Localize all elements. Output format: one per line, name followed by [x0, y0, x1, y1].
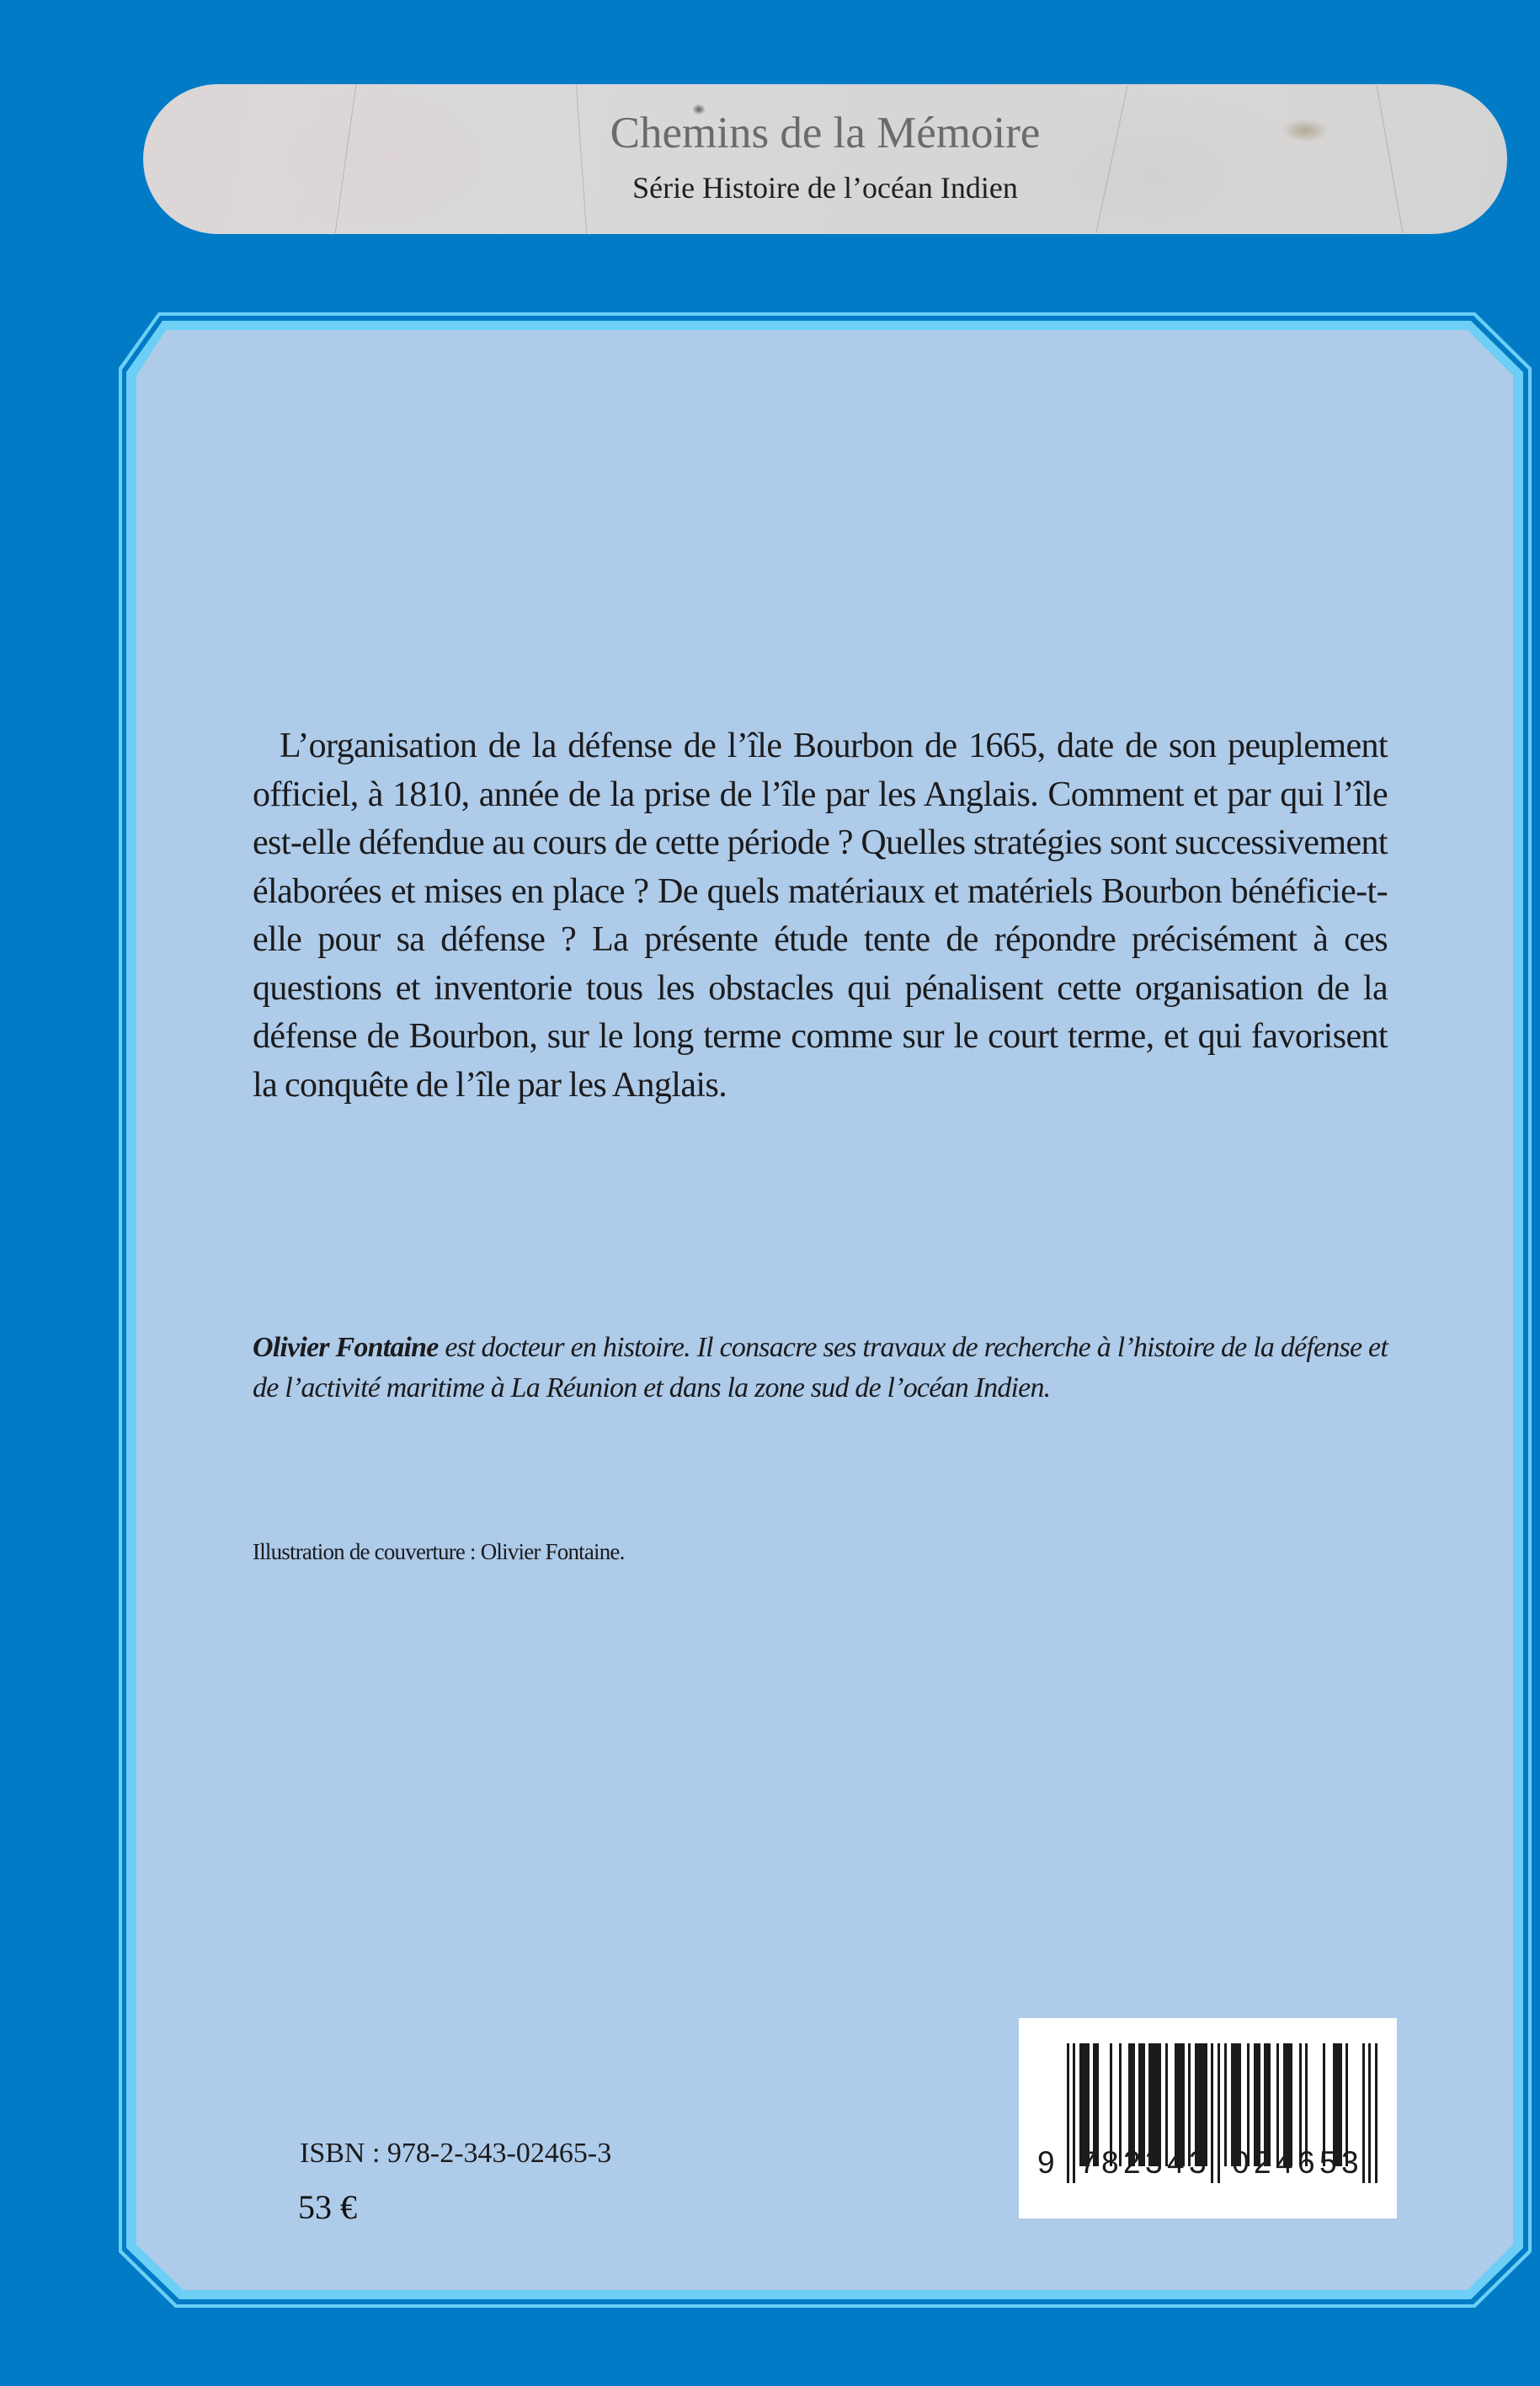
marble-vein: [335, 85, 357, 233]
barcode-digit: 4: [1167, 2145, 1185, 2180]
barcode-digit: 7: [1079, 2145, 1097, 2180]
marble-vein: [1377, 85, 1404, 232]
barcode-digit: 6: [1298, 2145, 1315, 2180]
book-summary: L’organisation de la défense de l’île Bourbon de 1665, date de son peuplement officiel, à 1810, année de la prise de l’île par les Anglais. Comment et par qui l’île est-elle défendue au cours de cette période ? Quelles stratégies sont successivement élaborées et mises en place ? De quels matériaux et matériels Bourbon bénéficie-t-elle pour sa défense ? La présente étude tente de répondre précisément à ces questions et inventorie tous les obstacles qui pénalisent cette organisation de la défense de Bourbon, sur le long terme comme sur le court terme, et qui favorisent la conquête de l’île par les Anglais.: [253, 727, 1388, 1105]
series-banner: [143, 84, 1507, 234]
barcode-digit: 0: [1232, 2145, 1250, 2180]
barcode-digit: 3: [1189, 2145, 1207, 2180]
barcode-digit: 3: [1145, 2145, 1163, 2180]
isbn-label: ISBN : 978-2-343-02465-3: [300, 2138, 612, 2169]
author-bio: [253, 1328, 1388, 1409]
barcode: [1019, 2018, 1397, 2218]
series-subtitle: Série Histoire de l’océan Indien: [632, 171, 1018, 205]
author-bio-text: est docteur en histoire. Il consacre ses travaux de recherche à l’histoire de la défense et de l’activité maritime à La Réunion et dans la zone sud de l’océan Indien.: [253, 1332, 1388, 1403]
author-name: Olivier Fontaine: [253, 1332, 439, 1363]
cover-illustration-credit: Illustration de couverture : Olivier Fontaine.: [253, 1539, 625, 1564]
barcode-digit: 5: [1319, 2145, 1337, 2180]
marble-vein: [576, 84, 587, 234]
frame-fill: [136, 330, 1513, 2290]
marble-vein: [1096, 86, 1128, 232]
barcode-digit: 9: [1037, 2145, 1055, 2180]
barcode-digit: 3: [1341, 2145, 1359, 2180]
series-title: Chemins de la Mémoire: [610, 109, 1041, 157]
barcode-digit: 4: [1276, 2145, 1293, 2180]
barcode-digit: 8: [1101, 2145, 1119, 2180]
barcode-digit: 2: [1123, 2145, 1141, 2180]
barcode-digits: [1019, 2018, 1397, 2218]
price-label: 53 €: [298, 2188, 357, 2226]
barcode-digit: 2: [1254, 2145, 1271, 2180]
